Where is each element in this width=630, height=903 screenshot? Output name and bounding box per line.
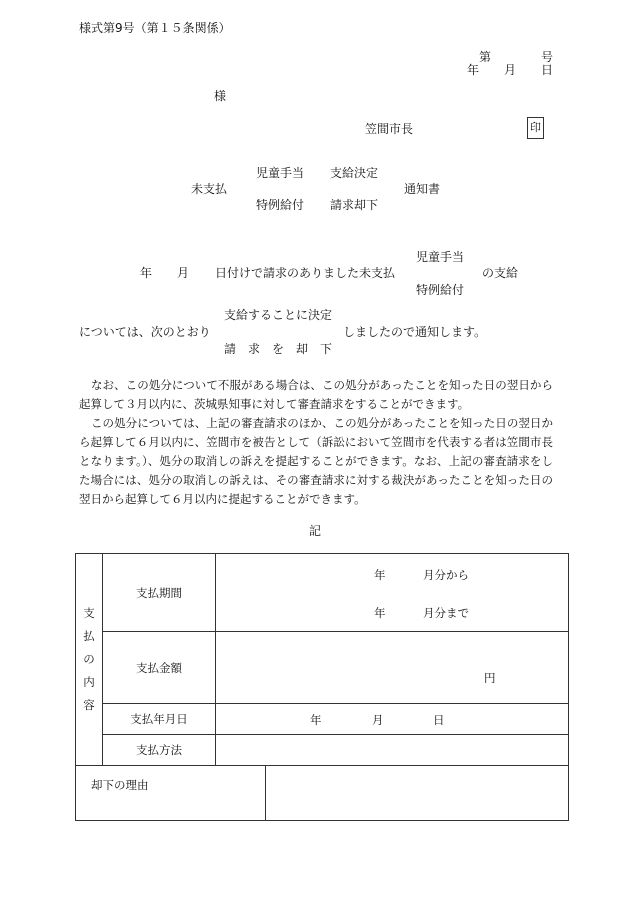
- body2-decision-bottom: 請 求 を 却 下: [224, 342, 333, 356]
- rejection-reason-label-cell: [76, 766, 266, 821]
- title-top-right: 支給決定: [330, 166, 379, 180]
- ki-heading: 記: [309, 524, 322, 538]
- period-to-month: 月分まで: [423, 606, 469, 620]
- period-from-year: 年: [374, 568, 386, 582]
- date-month: 月: [504, 63, 517, 77]
- title-middle-left: 未支払: [191, 182, 228, 196]
- title-bottom-left: 特例給付: [256, 198, 305, 212]
- payment-content-table: [75, 553, 569, 821]
- body2-decision-top: 支給することに決定: [224, 308, 333, 322]
- seal-box: [527, 117, 544, 139]
- rejection-reason-label: 却下の理由: [91, 778, 149, 792]
- payment-method-label: 支払方法: [103, 735, 216, 766]
- body1-year: 年: [140, 266, 153, 280]
- form-number-header: 様式第9号（第１５条関係）: [79, 21, 231, 35]
- sender-name: 笠間市長: [365, 122, 414, 136]
- payment-date-month: 月: [372, 713, 384, 727]
- body1-month: 月: [177, 266, 190, 280]
- group-char: 内: [83, 675, 95, 689]
- payment-method-cell: [216, 735, 569, 766]
- body1-suffix: の支給: [482, 266, 519, 280]
- appeal-notice-paragraph: なお、この処分について不服がある場合は、この処分があったことを知った日の翌日から起算して３月以内に、茨城県知事に対して審査請求をすることができます。: [79, 378, 553, 411]
- addressee-suffix: 様: [214, 89, 227, 103]
- period-to-year: 年: [374, 606, 386, 620]
- title-top-left: 児童手当: [256, 166, 305, 180]
- body2-suffix: しましたので通知します。: [343, 325, 487, 339]
- payment-amount-cell: [216, 632, 569, 704]
- date-day: 日: [541, 63, 554, 77]
- payment-content-group-label: [76, 554, 103, 766]
- lawsuit-notice-paragraph: この処分については、上記の審査請求のほか、この処分があったことを知った日の翌日から起算して６月以内に、笠間市を被告として（訴訟において笠間市を代表する者は笠間市長となります。）、処分の取消しの訴えを提起することができます。なお、上記の審査請求をした場合には、処分の取消しの訴えは、その審査請求に対する裁決があったことを知った日の翌日から起算して６月以内に提起することができます。: [79, 416, 553, 506]
- body1-kind-bottom: 特例給付: [416, 283, 465, 297]
- title-middle-right: 通知書: [404, 182, 441, 196]
- payment-date-label: 支払年月日: [103, 704, 216, 735]
- group-char: 払: [83, 629, 95, 643]
- body1-kind-top: 児童手当: [416, 250, 465, 264]
- doc-number-go: 号: [541, 50, 554, 64]
- payment-date-year: 年: [310, 713, 322, 727]
- doc-number-dai: 第: [479, 50, 492, 64]
- payment-date-cell: [216, 704, 569, 735]
- body1-middle: 日付けで請求のありました未支払: [215, 266, 396, 280]
- payment-period-label: 支払期間: [103, 554, 216, 632]
- group-char: 容: [83, 698, 95, 712]
- payment-date-day: 日: [433, 713, 445, 727]
- rejection-reason-cell: [266, 766, 569, 821]
- payment-amount-label: 支払金額: [103, 632, 216, 704]
- seal-label: 印: [530, 121, 541, 134]
- amount-unit: 円: [484, 671, 496, 685]
- payment-period-cell: [216, 554, 569, 632]
- body2-prefix: については、次のとおり: [79, 325, 211, 339]
- group-char: 支: [83, 606, 95, 620]
- date-year: 年: [467, 63, 480, 77]
- period-from-month: 月分から: [423, 568, 469, 582]
- group-char: の: [83, 652, 95, 666]
- title-bottom-right: 請求却下: [330, 198, 379, 212]
